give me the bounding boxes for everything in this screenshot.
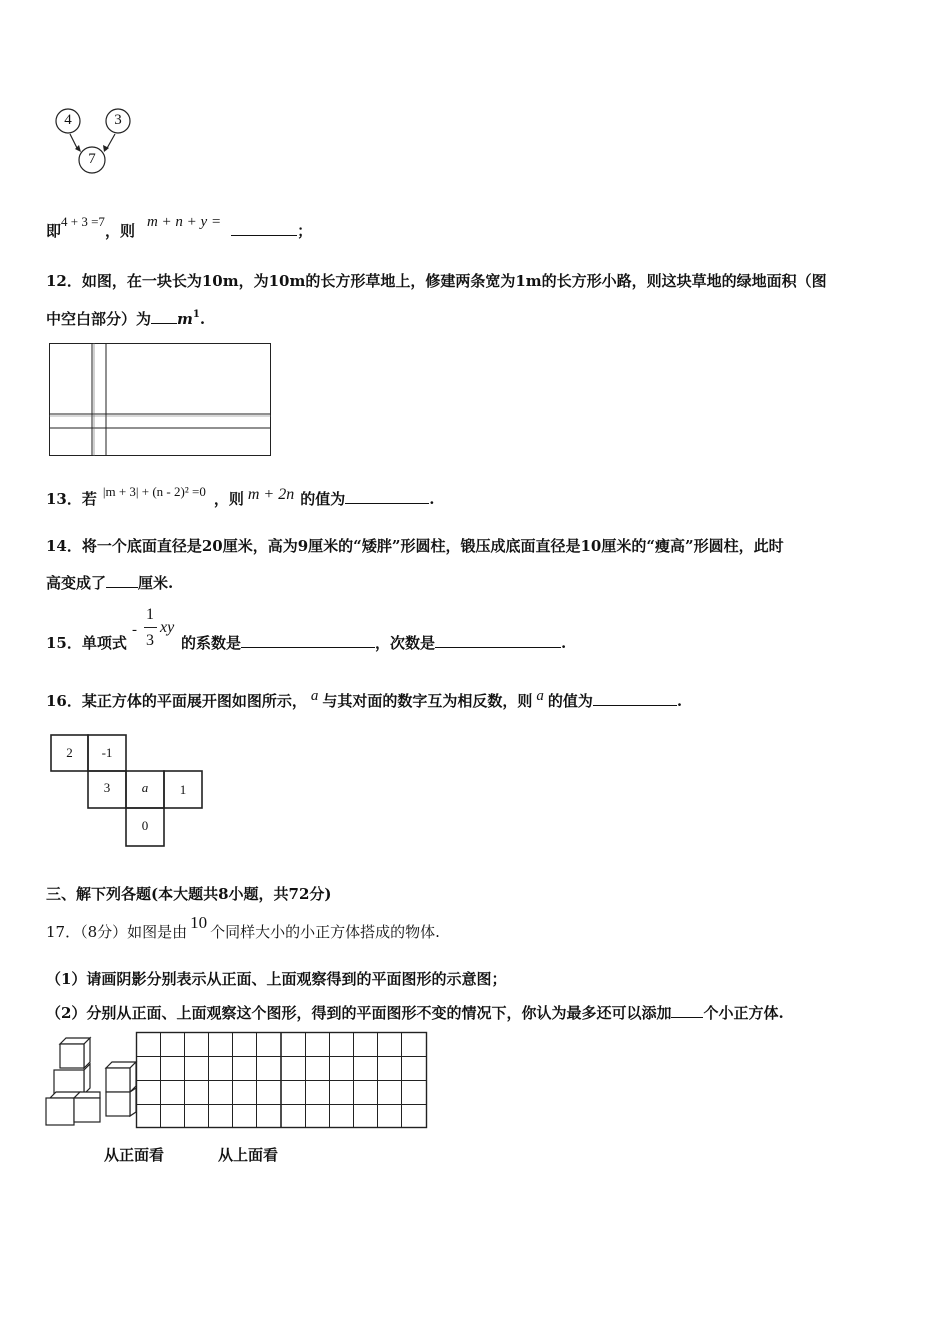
q12-unit-sup: 1 — [192, 309, 200, 320]
q17-head-num: 10 — [190, 913, 208, 932]
q16-var-a2: a — [536, 688, 544, 704]
cube-net-cell-2: 2 — [66, 745, 73, 760]
q13-line — [46, 484, 435, 509]
q15-rest — [181, 632, 566, 653]
q15-numerator: 1 — [146, 606, 154, 623]
q11-end: ； — [297, 222, 313, 240]
q13-equation: |m + 3| + (n - 2)² =0 — [102, 484, 206, 499]
q16-prefix: 16．某正方体的平面展开图如图所示， — [46, 692, 307, 710]
q15-coeff-blank[interactable] — [241, 646, 375, 648]
q13-mid: ，则 — [213, 490, 244, 508]
q14-answer-blank[interactable] — [106, 586, 138, 588]
q12-line1: 12．如图，在一块长为10m，为10m的长方形草地上，修建两条宽为1m的长方形小路，则这块草地的绿地面积（图 — [46, 272, 827, 290]
q14-line1: 14．将一个底面直径是20厘米，高为9厘米的“矮胖”形圆柱，锻压成底面直径是10厘米的“瘦高”形圆柱，此时 — [46, 537, 784, 555]
q12-line2-text: 中空白部分）为 — [46, 310, 152, 328]
q11-expression: m + n + y = — [146, 214, 222, 230]
section3-title: 三、解下列各题(本大题共8小题，共72分) — [46, 885, 332, 903]
q14-line2 — [46, 572, 173, 593]
q12-unit: m — [177, 310, 193, 328]
q11-answer-blank[interactable] — [231, 234, 297, 236]
q13-prefix: 13．若 — [46, 490, 97, 508]
q15-degree-label: ，次数是 — [375, 634, 436, 652]
q13-suffix: 的值为 — [300, 490, 346, 508]
q15-end: . — [561, 634, 567, 652]
q15-coeff-label: 的系数是 — [181, 634, 242, 652]
q17-head — [46, 913, 440, 942]
tree-node-7: 7 — [88, 151, 96, 167]
q12-answer-blank[interactable] — [151, 322, 177, 324]
q13-expression: m + 2n — [247, 486, 295, 503]
q17-sub2 — [46, 1002, 784, 1023]
q16-answer-blank[interactable] — [593, 704, 677, 706]
q17-sub2-end: 个小正方体. — [703, 1004, 784, 1022]
q11-mid: ，则 — [104, 222, 135, 240]
q15-prefix: 15．单项式 — [46, 634, 127, 652]
cube-net-cell-3: 3 — [103, 780, 111, 795]
q11-line — [46, 214, 313, 241]
q15-fraction-bar — [144, 627, 157, 628]
q17-sub1: （1）请画阴影分别表示从正面、上面观察得到的平面图形的示意图； — [46, 970, 507, 988]
q17-answer-blank[interactable] — [671, 1016, 703, 1018]
q12-end: . — [199, 310, 206, 328]
q17-head-end: 个同样大小的小正方体搭成的物体. — [210, 923, 440, 941]
q17-sub2-text: （2）分别从正面、上面观察这个图形，得到的平面图形不变的情况下，你认为最多还可以添加 — [46, 1004, 672, 1022]
q14-line2-text: 高变成了 — [46, 574, 107, 592]
q11-prefix: 即 — [46, 222, 62, 240]
caption-front-view: 从正面看 — [104, 1146, 165, 1164]
q15-line — [46, 632, 127, 653]
cube-net-cell-0: 0 — [141, 818, 149, 833]
caption-top-view: 从上面看 — [218, 1146, 279, 1164]
q13-answer-blank[interactable] — [345, 502, 429, 504]
cube-net-cell-minus1: -1 — [101, 745, 113, 760]
q17-head-text: 17．（8分）如图是由 — [46, 923, 188, 941]
view-grids — [136, 1032, 428, 1130]
q15-degree-blank[interactable] — [435, 646, 561, 648]
q15-sign: - — [132, 622, 137, 638]
q14-line2-end: 厘米. — [138, 574, 174, 592]
q16-line — [46, 690, 682, 711]
q16-mid: 与其对面的数字互为相反数，则 — [322, 692, 533, 710]
q15-denominator: 3 — [146, 632, 154, 649]
tree-node-3: 3 — [114, 112, 122, 128]
cube-stack-figure — [44, 1038, 140, 1128]
q13-end: . — [429, 490, 435, 508]
tree-node-4: 4 — [64, 112, 72, 128]
cube-net-cell-a: a — [141, 780, 149, 795]
cube-net-cell-1: 1 — [179, 782, 187, 797]
q11-equation: 4 + 3 =7 — [61, 214, 105, 229]
lawn-figure — [49, 343, 273, 458]
q12-line2 — [46, 308, 205, 329]
q16-var-a: a — [310, 688, 319, 704]
q16-end: . — [676, 692, 683, 710]
q15-variable: xy — [160, 619, 175, 636]
q16-suffix: 的值为 — [547, 692, 593, 710]
